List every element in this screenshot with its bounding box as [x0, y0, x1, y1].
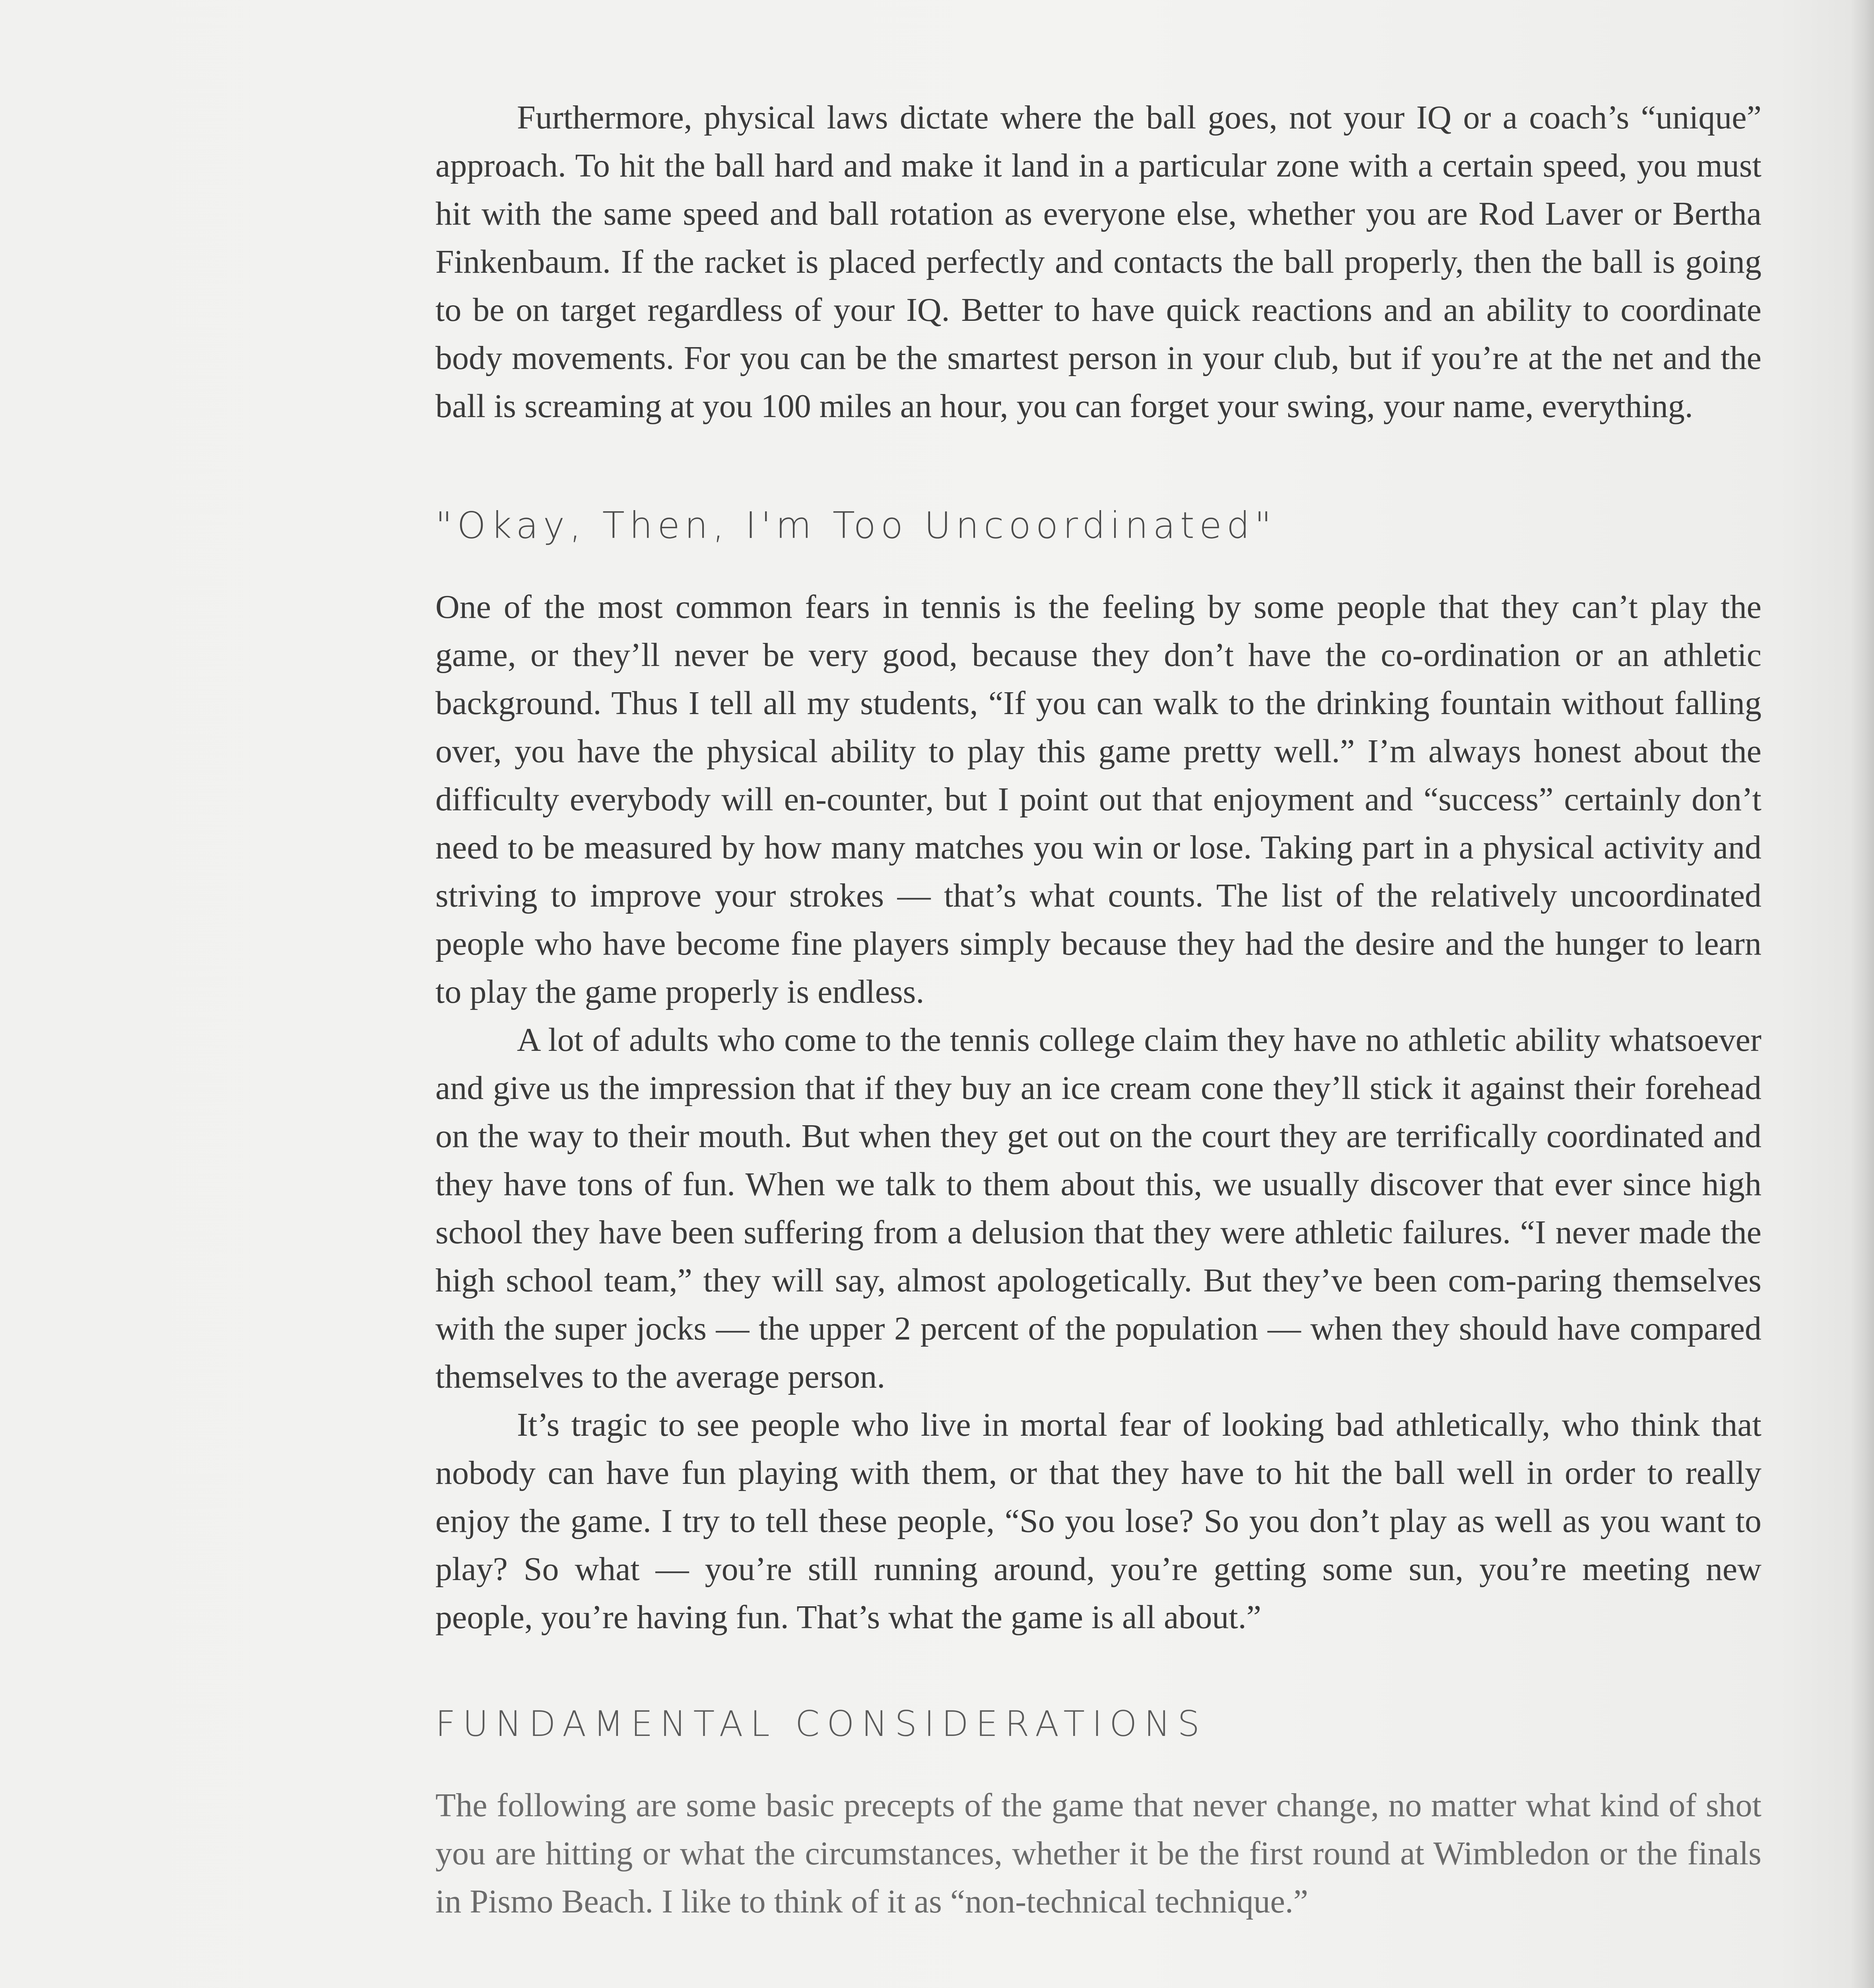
body-paragraph: It’s tragic to see people who live in mortal fear of looking bad athletically, who think that nobody can have fun playing with them, or that they have to hit the ball well in order to really enjoy the game. I try to tell these people, “So you lose? So you don’t play as well as you want to play? So what — you’re still running around, you’re getting some sun, you’re meeting new people, you’re having fun. That’s what the game is all about.” [435, 1406, 1761, 1636]
section-heading-uncoordinated: "Okay, Then, I'm Too Uncoordinated" [435, 504, 1276, 547]
body-paragraph: Furthermore, physical laws dictate where the ball goes, not your IQ or a coach’s “unique” approach. To hit the ball hard and make it land in a particular zone with a certain speed, you must hit with the same speed and ball rotation as everyone else, whether you are Rod Laver or Bertha Finkenbaum. If the racket is placed perfectly and contacts the ball properly, then the ball is going to be on target regardless of your IQ. Better to have quick reactions and an ability to coordinate body movements. For you can be the smartest person in your club, but if you’re at the net and the ball is screaming at you 100 miles an hour, you can forget your swing, your name, everything. [435, 99, 1761, 425]
text-column [435, 93, 1761, 1926]
page-edge-shadow [1850, 0, 1874, 1988]
body-paragraph: A lot of adults who come to the tennis college claim they have no athletic ability whatsoever and give us the impression that if they buy an ice cream cone they’ll stick it against their forehead on the way to their mouth. But when they get out on the court they are terrifically coordinated and they have tons of fun. When we talk to them about this, we usually discover that ever since high school they have been suffering from a delusion that they were athletic failures. “I never made the high school team,” they will say, almost apologetically. But they’ve been com-paring themselves with the super jocks — the upper 2 percent of the population — when they should have compared themselves to the average person. [435, 1021, 1761, 1395]
section-heading-fundamental-considerations: FUNDAMENTAL CONSIDERATIONS [435, 1703, 1207, 1744]
body-paragraph: The following are some basic precepts of the game that never change, no matter what kind of shot you are hitting or what the circumstances, whether it be the first round at Wimbledon or the finals in Pismo Beach. I like to think of it as “non-technical technique.” [435, 1787, 1761, 1920]
body-paragraph: One of the most common fears in tennis is the feeling by some people that they can’t play the game, or they’ll never be very good, because they don’t have the co-ordination or an athletic background. Thus I tell all my students, “If you can walk to the drinking fountain without falling over, you have the physical ability to play this game pretty well.” I’m always honest about the difficulty everybody will en-counter, but I point out that enjoyment and “success” certainly don’t need to be measured by how many matches you win or lose. Taking part in a physical activity and striving to improve your strokes — that’s what counts. The list of the relatively uncoordinated people who have become fine players simply because they had the desire and the hunger to learn to play the game properly is endless. [435, 588, 1761, 1010]
